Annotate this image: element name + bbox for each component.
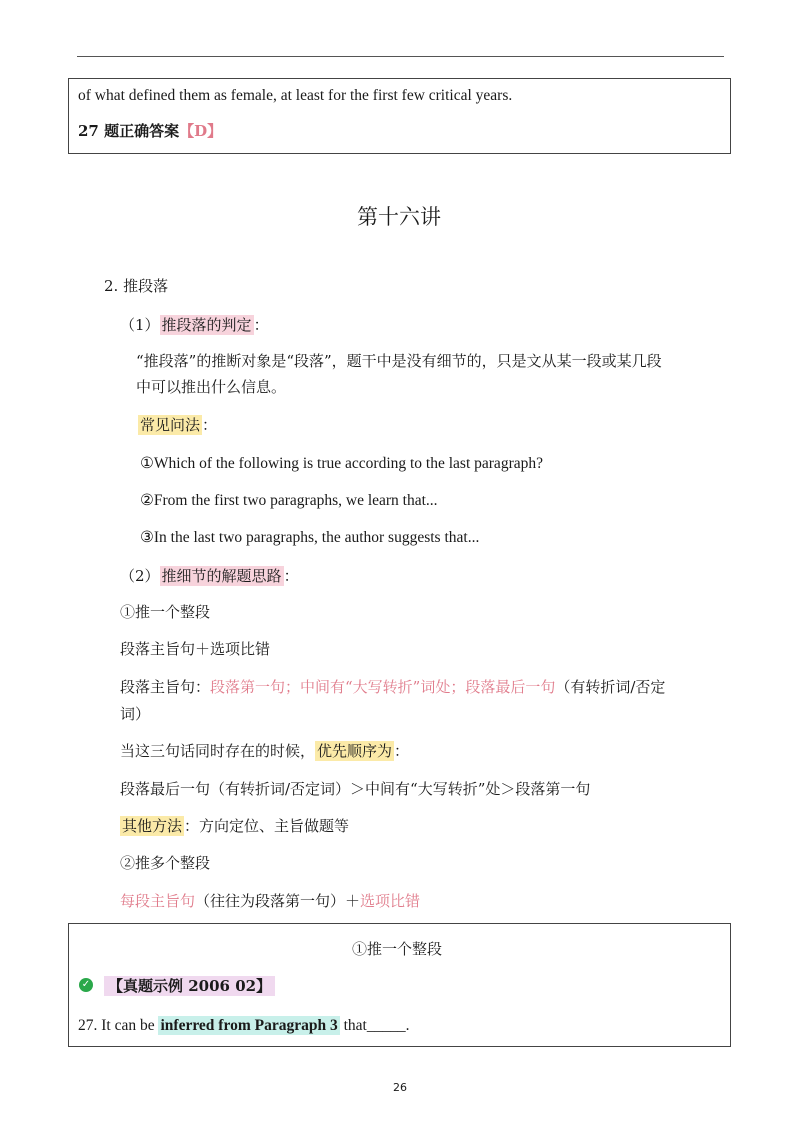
question-suffix: that_____. [339,1017,410,1034]
point-2: ②推多个整段 [120,854,211,872]
common-questions-colon: ： [202,416,218,434]
header-rule [77,56,724,57]
sub1-colon: ： [253,316,269,334]
coexist-prefix: 当这三句话同时存在的时候， [120,742,316,760]
formula2-black: （往往为段落第一句）＋ [195,892,361,910]
example-tag: 【真题示例 2006 02】 [104,976,275,996]
formula-1: 段落主旨句＋选项比错 [120,640,271,658]
common-questions-label-line [138,415,217,435]
check-icon: ✓ [79,978,93,992]
sub2-colon: ： [283,567,299,585]
example-tag-line [104,976,275,996]
topic-sentence-line [120,677,665,697]
topic-pink: 段落第一句；中间有“大写转折”词处；段落最后一句 [210,678,556,696]
answer-prefix: 27 题正确答案 [78,122,180,140]
example-question [78,1016,409,1036]
question-highlight: inferred from Paragraph 3 [160,1017,338,1034]
topic-label: 段落主旨句： [120,678,211,696]
question-1: ①Which of the following is true according to the last paragraph? [140,455,543,472]
sub2-line [120,566,299,586]
coexist-line [120,741,409,761]
continued-text: of what defined them as female, at least for the first few critical years. [78,87,513,104]
sub1-label: 推段落的判定 [161,316,252,334]
sub2-label: 推细节的解题思路 [161,567,282,585]
formula2-pink-1: 每段主旨句 [120,892,196,910]
definition-line-1: “推段落”的推断对象是“段落”，题干中是没有细节的，只是文从某一段或某几段 [136,352,662,370]
sub2-number: （2） [120,567,160,585]
topic-wrap: 词） [120,705,151,723]
other-text: ：方向定位、主旨做题等 [184,817,350,835]
page-number: 26 [393,1081,407,1094]
sub1-line [120,315,269,335]
example-title: ①推一个整段 [352,940,443,958]
point-1: ①推一个整段 [120,603,211,621]
sub1-number: （1） [120,316,160,334]
answer-line [78,121,222,141]
formula-2 [120,891,420,911]
priority-label: 优先顺序为 [317,742,393,760]
question-2: ②From the first two paragraphs, we learn that... [140,492,438,509]
section-heading: 2. 推段落 [104,277,169,295]
definition-line-2: 中可以推出什么信息。 [136,378,287,396]
question-3: ③In the last two paragraphs, the author suggests that... [140,529,480,546]
topic-black: （有转折词/否定 [555,678,666,696]
priority-order: 段落最后一句（有转折词/否定词）＞中间有“大写转折”处＞段落第一句 [120,780,591,798]
lecture-title: 第十六讲 [357,205,441,229]
answer-value: 【D】 [179,122,223,140]
common-questions-label: 常见问法 [140,416,201,434]
other-label: 其他方法 [122,817,183,835]
other-methods-line [120,816,349,836]
priority-colon: ： [394,742,410,760]
question-prefix: 27. It can be [78,1017,159,1034]
formula2-pink-2: 选项比错 [360,892,421,910]
